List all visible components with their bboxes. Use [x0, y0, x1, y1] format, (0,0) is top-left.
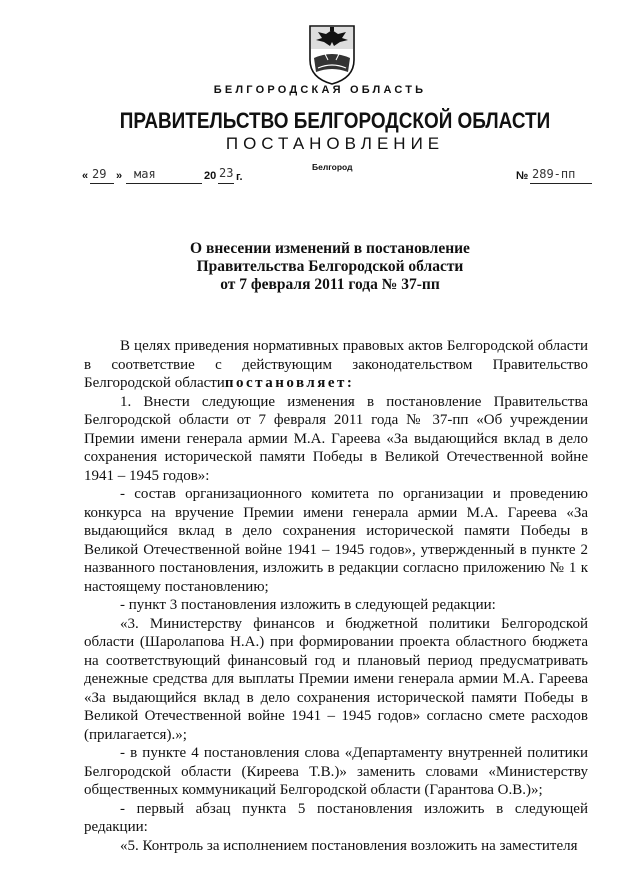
region-name: БЕЛГОРОДСКАЯ ОБЛАСТЬ	[213, 84, 427, 96]
paragraph-1: 1. Внести следующие изменения в постановление Правительства Белгородской области от 7 февраля 2011 года № 37-пп «Об учреждении Премии имени генерала армии М.А. Гареева «За выдающийся вклад в дело сохранения исторической памяти Победы в Великой Отечественной войне 1941 – 1945 годов»:	[84, 393, 588, 484]
number-label: №	[516, 170, 529, 182]
date-year-label: г.	[236, 171, 243, 183]
title-line-2: Правительства Белгородской области	[196, 258, 464, 275]
government-name: ПРАВИТЕЛЬСТВО БЕЛГОРОДСКОЙ ОБЛАСТИ	[119, 108, 551, 133]
paragraph-3: - пункт 3 постановления изложить в следующей редакции:	[120, 597, 496, 613]
resolves-word: постановляет:	[224, 375, 355, 391]
date-quote-open: «	[82, 170, 89, 182]
document-body	[84, 337, 588, 855]
paragraph-5: - в пункте 4 постановления слова «Департаменту внутренней политики Белгородской области (Киреева Т.В.)» заменить словами «Министерству общественных коммуникаций Белгородской области (Гарантова О.В.)»;	[84, 745, 588, 798]
title-line-3: от 7 февраля 2011 года № 37-пп	[220, 276, 440, 293]
date-month: мая	[134, 167, 156, 181]
intro-text: В целях приведения нормативных правовых актов Белгородской области в соответствие с действующим законодательством Правительство Белгородской области	[84, 338, 588, 391]
paragraph-7: «5. Контроль за исполнением постановления возложить на заместителя	[120, 837, 578, 854]
document-type: ПОСТАНОВЛЕНИЕ	[225, 134, 445, 153]
intro-paragraph	[84, 337, 588, 393]
document-title	[0, 240, 640, 294]
city-name: Белгород	[312, 162, 353, 172]
coat-of-arms-emblem	[304, 22, 360, 86]
paragraph-2: - состав организационного комитета по организации и проведению конкурса на вручение Премии имени генерала армии М.А. Гареева «За выдающийся вклад в дело сохранения исторической памяти Победы в Великой Отечественной войне 1941 – 1945 годов», утвержденный в пункте 2 названного постановления, изложить в редакции согласно приложению № 1 к настоящему постановлению;	[84, 486, 588, 595]
paragraph-6: - первый абзац пункта 5 постановления изложить в следующей редакции:	[84, 800, 588, 835]
date-day: 29	[92, 167, 107, 181]
title-line-1: О внесении изменений в постановление	[190, 240, 470, 257]
date-year-suffix: 23	[219, 166, 234, 180]
date-quote-close: »	[116, 170, 123, 182]
date-year-prefix: 20	[204, 170, 217, 182]
number-value: 289-пп	[532, 167, 576, 181]
paragraph-4: «3. Министерству финансов и бюджетной политики Белгородской области (Шаролапова Н.А.) при формировании проекта областного бюджета на соответствующий финансовый год и плановый период предусматривать денежные средства для выплаты Премии имени генерала армии М.А. Гареева «За выдающийся вклад в дело сохранения исторической памяти Победы в Великой Отечественной войне 1941 – 1945 годов» согласно смете расходов (прилагается).»;	[84, 615, 588, 743]
